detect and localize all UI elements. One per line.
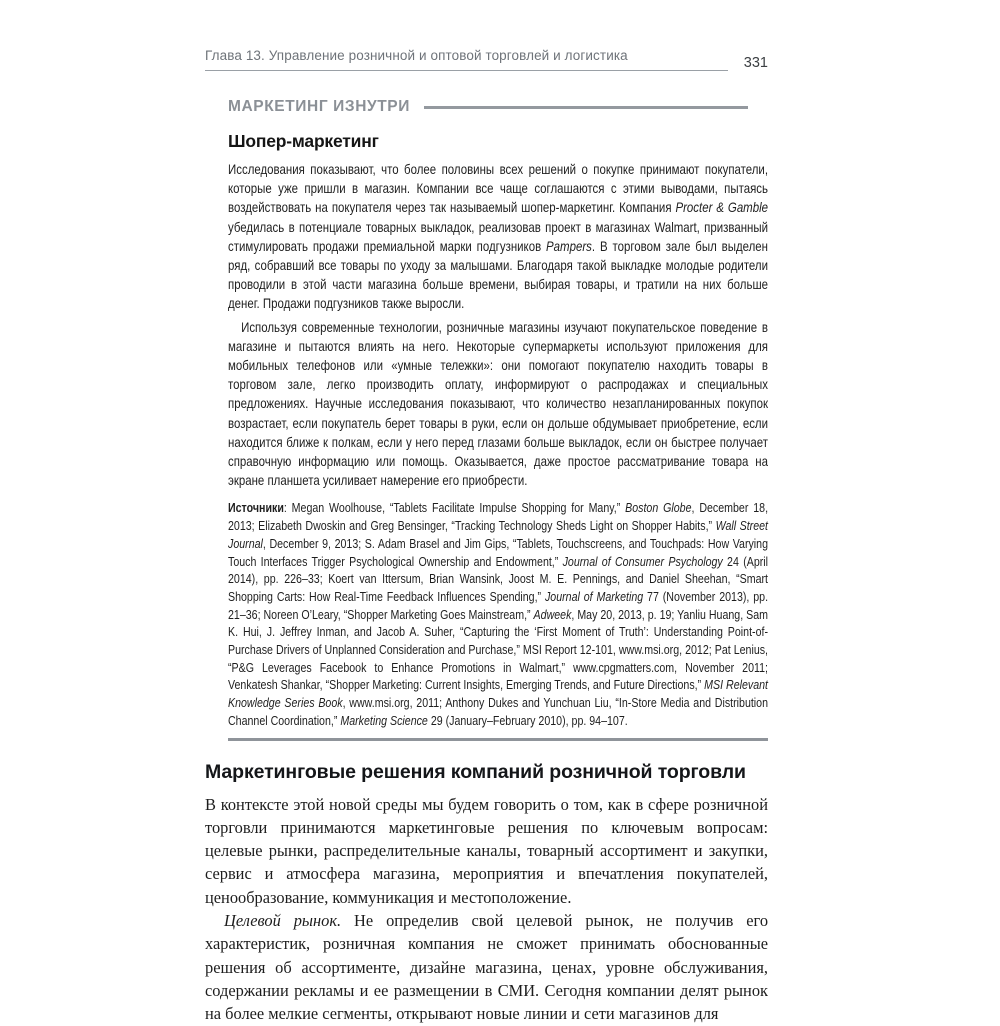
insight-box-body xyxy=(228,160,768,730)
insight-box-paragraph: Исследования показывают, что более половины всех решений о покупке принимают покупатели, которые уже пришли в магазин. Компании все чаще соглашаются с этими выводами, пытаясь воздействовать на покупателя через так называемый шопер-маркетинг. Компания Procter & Gamble убедилась в потенциале товарных выкладок, реализовав проект в магазинах Walmart, призванный стимулировать продажи премиальной марки подгузников Pampers. В торговом зале был выделен ряд, собравший все товары по уходу за малышами. Благодаря такой выкладке молодые родители проводили в этой части магазина больше времени, выбирая товары, и тратили на них больше денег. Продажи подгузников также выросли. xyxy=(228,161,769,312)
chapter-title: Глава 13. Управление розничной и оптовой торговлей и логистика xyxy=(205,48,728,71)
sources-text: : Megan Woolhouse, “Tablets Facilitate Impulse Shopping for Many,” Boston Globe, December 18, 2013; Elizabeth Dwoskin and Greg Bensinger, “Tracking Technology Sheds Light on Shopper Habits,” Wall Street Journal, December 9, 2013; S. Adam Brasel and Jim Gips, “Tablets, Touchscreens, and Touchpads: How Varying Touch Interfaces Trigger Psychological Ownership and Endowment,” Journal of Consumer Psychology 24 (April 2014), pp. 226–33; Koert van Ittersum, Brian Wansink, Joost M. E. Pennings, and Daniel Sheehan, “Smart Shopping Carts: How Real-Time Feedback Influences Spending,” Journal of Marketing 77 (November 2013), pp. 21–36; Noreen O’Leary, “Shopper Marketing Goes Mainstream,” Adweek, May 20, 2013, p. 19; Yanliu Huang, Sam K. Hui, J. Jeffrey Inman, and Jacob A. Suher, “Capturing the ‘First Moment of Truth’: Understanding Point-of-Purchase Drivers of Unplanned Consideration and Purchase,” MSI Report 12-101, www.msi.org, 2012; Pat Lenius, “P&G Leverages Facebook to Enhance Promotions in Walmart,” www.cpgmatters.com, November 2011; Venkatesh Shankar, “Shopper Marketing: Current Insights, Emerging Trends, and Future Directions,” MSI Relevant Knowledge Series Book, www.msi.org, 2011; Anthony Dukes and Yunchuan Liu, “In-Store Media and Distribution Channel Coordination,” Marketing Science 29 (January–February 2010), pp. 94–107. xyxy=(228,500,769,728)
section-heading: Маркетинговые решения компаний розничной торговли xyxy=(205,760,746,783)
body-paragraph: В контексте этой новой среды мы будем говорить о том, как в сфере розничной торговли принимаются маркетинговые решения по ключевым вопросам: целевые рынки, распределительные каналы, товарный ассортимент и закупки, сервис и атмосфера магазина, мероприятия и впечатления покупателей, ценообразование, коммуникация и местоположение. xyxy=(205,794,768,907)
page-content xyxy=(205,48,768,1026)
insight-box-title: Шопер-маркетинг xyxy=(228,131,379,151)
insight-box-paragraph: Используя современные технологии, розничные магазины изучают покупательское поведение в магазине и пытаются влиять на него. Некоторые супермаркеты используют приложения для мобильных телефонов или «умные тележки»: они помогают покупателю находить товары в торговом зале, легко производить оплату, информируют о распродажах и специальных предложениях. Научные исследования показывают, что количество незапланированных покупок возрастает, если покупатель берет товары в руки, если он дольше обдумывает приобретение, если находится ближе к полкам, если у него перед глазами больше выкладок, если он быстрее получает справочную информацию или помощь. Оказывается, даже простое рассматривание товара на экране планшета усиливает намерение его приобрести. xyxy=(228,318,769,489)
insight-box-end-divider xyxy=(228,738,768,741)
page-number: 331 xyxy=(743,55,768,71)
sources-paragraph xyxy=(228,499,768,729)
insight-box xyxy=(228,98,768,741)
insight-box-header xyxy=(228,98,768,116)
sources-label: Источники xyxy=(228,500,284,516)
running-head xyxy=(205,48,768,71)
insight-box-kicker: МАРКЕТИНГ ИЗНУТРИ xyxy=(228,98,410,115)
body-paragraph: Целевой рынок. Не определив свой целевой рынок, не получив его характеристик, розничная компания не сможет принимать обоснованные решения об ассортименте, дизайне магазина, ценах, уровне обслуживания, содержании рекламы и ее размещении в СМИ. Сегодня компании делят рынок на более мелкие сегменты, открывают новые линии и сети магазинов для xyxy=(205,911,769,1024)
kicker-rule-divider xyxy=(424,106,748,109)
